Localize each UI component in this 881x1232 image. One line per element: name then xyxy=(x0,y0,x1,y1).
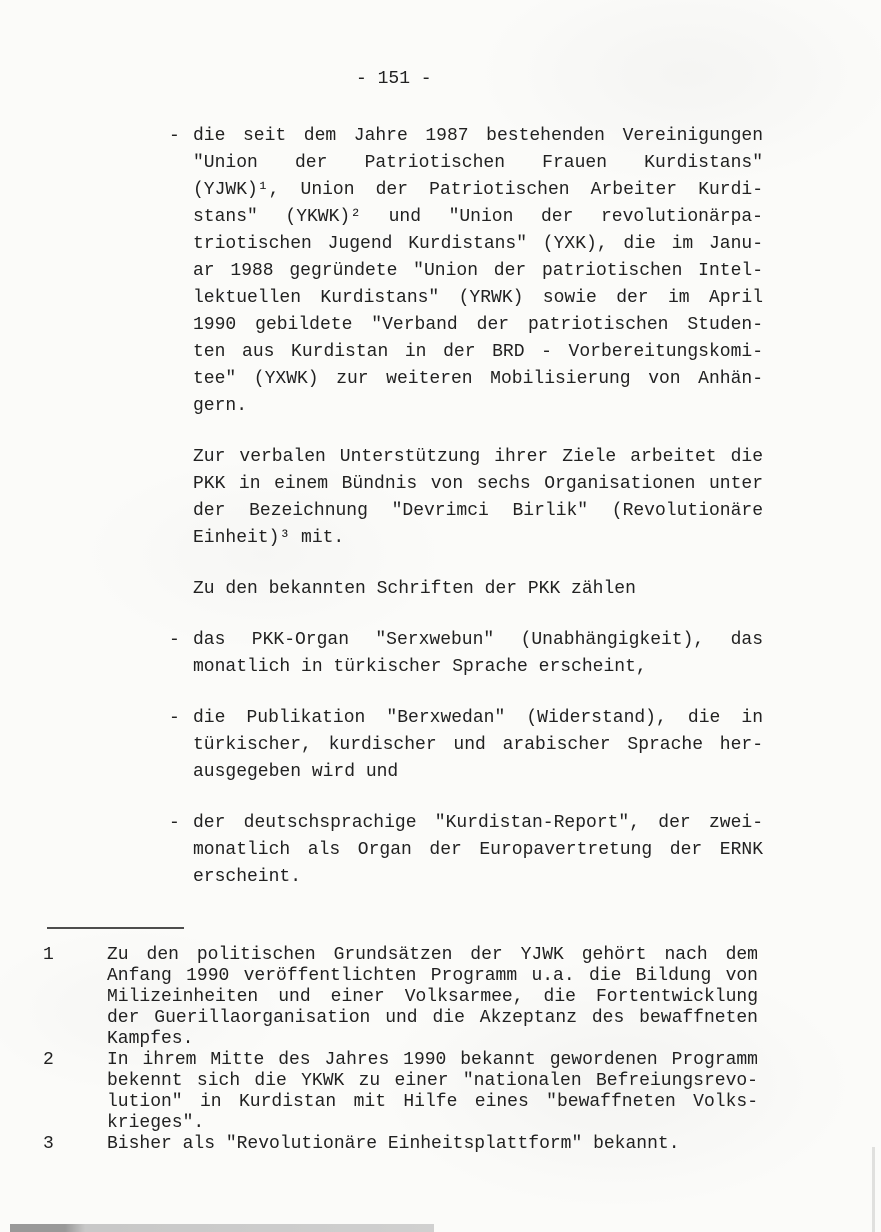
text-line: Zu den bekannten Schriften der PKK zählen xyxy=(193,579,636,599)
footnote-separator xyxy=(47,927,184,929)
text-line: Einheit)³ mit. xyxy=(193,528,345,548)
text-line: ten aus Kurdistan in der BRD - Vorbereitungskomi- xyxy=(193,342,763,362)
footnote-number: 1 xyxy=(43,945,54,965)
text-line: ausgegeben wird und xyxy=(193,762,399,782)
document-body xyxy=(169,123,763,891)
footnote-number: 3 xyxy=(43,1134,54,1154)
bullet-dash: - xyxy=(169,708,180,728)
text-line: gern. xyxy=(193,396,248,416)
text-line: der deutschsprachige "Kurdistan-Report", der zwei- xyxy=(193,813,763,833)
footnote xyxy=(43,1134,758,1155)
text-line: 1990 gebildete "Verband der patriotischen Studen- xyxy=(193,315,763,335)
text-line: In ihrem Mitte des Jahres 1990 bekannt gewordenen Programm xyxy=(107,1050,758,1070)
text-line: das PKK-Organ "Serxwebun" (Unabhängigkeit), das xyxy=(193,630,763,650)
footnote-text xyxy=(107,1050,758,1134)
footnote-text xyxy=(107,1134,758,1155)
text-line: monatlich als Organ der Europavertretung der ERNK xyxy=(193,840,763,860)
footnote-number: 2 xyxy=(43,1050,54,1070)
text-line: Anfang 1990 veröffentlichten Programm u.a. die Bildung von xyxy=(107,966,758,986)
text-line: Milizeinheiten und einer Volksarmee, die Fortentwicklung xyxy=(107,987,758,1007)
page-number: - 151 - xyxy=(356,69,432,89)
text-line: ar 1988 gegründete "Union der patriotischen Intel- xyxy=(193,261,763,281)
text-line: der Bezeichnung "Devrimci Birlik" (Revolutionäre xyxy=(193,501,763,521)
paragraph xyxy=(193,444,763,552)
paragraph xyxy=(193,576,763,603)
text-line: "Union der Patriotischen Frauen Kurdistans" xyxy=(193,153,763,173)
footnote-text xyxy=(107,945,758,1050)
text-line: Zur verbalen Unterstützung ihrer Ziele arbeitet die xyxy=(193,447,763,467)
text-line: bekennt sich die YKWK zu einer "nationalen Befreiungsrevo- xyxy=(107,1071,758,1091)
text-line: die seit dem Jahre 1987 bestehenden Vereinigungen xyxy=(193,126,763,146)
bullet-paragraph xyxy=(169,705,763,786)
text-line: lution" in Kurdistan mit Hilfe eines "bewaffneten Volks- xyxy=(107,1092,758,1112)
text-line: Kampfes. xyxy=(107,1029,194,1049)
text-line: stans" (YKWK)² und "Union der revolutionärpa- xyxy=(193,207,763,227)
text-line: PKK in einem Bündnis von sechs Organisationen unter xyxy=(193,474,763,494)
bullet-paragraph xyxy=(169,627,763,681)
bullet-dash: - xyxy=(169,126,180,146)
text-line: türkischer, kurdischer und arabischer Sprache her- xyxy=(193,735,763,755)
footnote xyxy=(43,945,758,1050)
text-line: krieges". xyxy=(107,1113,205,1133)
text-line: (YJWK)¹, Union der Patriotischen Arbeiter Kurdi- xyxy=(193,180,763,200)
text-line: Bisher als "Revolutionäre Einheitsplattform" bekannt. xyxy=(107,1134,680,1154)
text-line: erscheint. xyxy=(193,867,302,887)
scan-artifact-bar xyxy=(10,1224,434,1232)
text-line: monatlich in türkischer Sprache erscheint, xyxy=(193,657,647,677)
text-line: Zu den politischen Grundsätzen der YJWK gehört nach dem xyxy=(107,945,758,965)
text-line: tee" (YXWK) zur weiteren Mobilisierung von Anhän- xyxy=(193,369,763,389)
bullet-dash: - xyxy=(169,630,180,650)
text-line: die Publikation "Berxwedan" (Widerstand), die in xyxy=(193,708,763,728)
bullet-dash: - xyxy=(169,813,180,833)
bullet-paragraph xyxy=(169,810,763,891)
text-line: lektuellen Kurdistans" (YRWK) sowie der im April xyxy=(193,288,763,308)
bullet-paragraph xyxy=(169,123,763,420)
text-line: der Guerillaorganisation und die Akzeptanz des bewaffneten xyxy=(107,1008,758,1028)
footnote xyxy=(43,1050,758,1134)
scan-edge-artifact xyxy=(872,1147,875,1232)
footnotes xyxy=(43,945,758,1155)
text-line: triotischen Jugend Kurdistans" (YXK), die im Janu- xyxy=(193,234,763,254)
